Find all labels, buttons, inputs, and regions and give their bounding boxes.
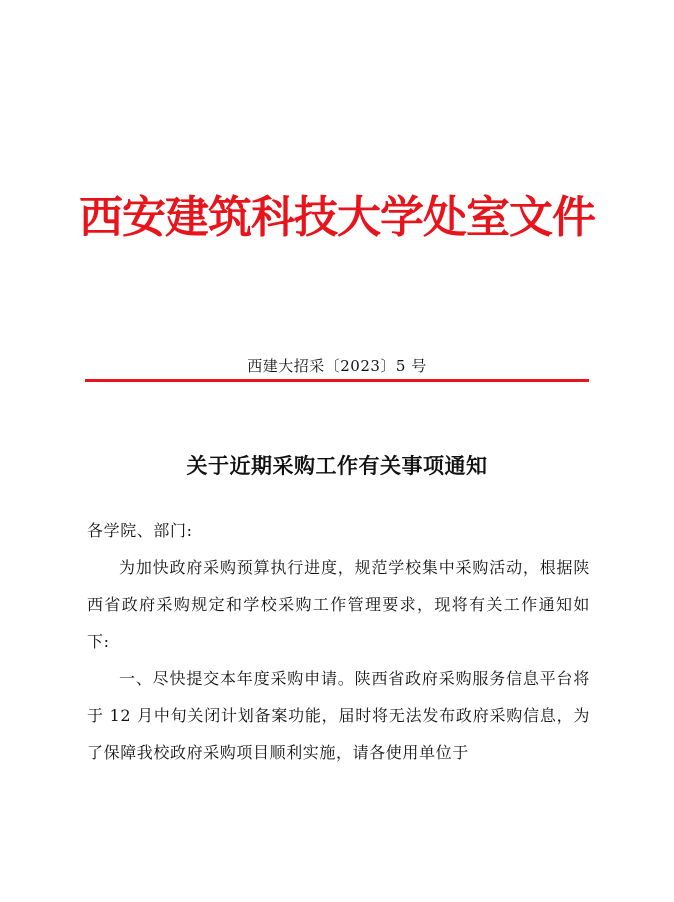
notice-body xyxy=(87,512,590,771)
document-number: 西建大招采〔2023〕5 号 xyxy=(247,357,427,375)
salutation: 各学院、部门: xyxy=(87,521,193,540)
issuing-office-header: 西安建筑科技大学处室文件 xyxy=(79,192,595,243)
notice-title: 关于近期采购工作有关事项通知 xyxy=(186,453,488,478)
paragraph-intro: 为加快政府采购预算执行进度，规范学校集中采购活动，根据陕西省政府采购规定和学校采购工作管理要求，现将有关工作通知如下: xyxy=(87,558,590,651)
red-divider-line xyxy=(85,379,589,382)
paragraph-item-1: 一、尽快提交本年度采购申请。陕西省政府采购服务信息平台将于 12 月中旬关闭计划备案功能，届时将无法发布政府采购信息，为了保障我校政府采购项目顺利实施，请各使用单位于 xyxy=(87,669,590,762)
